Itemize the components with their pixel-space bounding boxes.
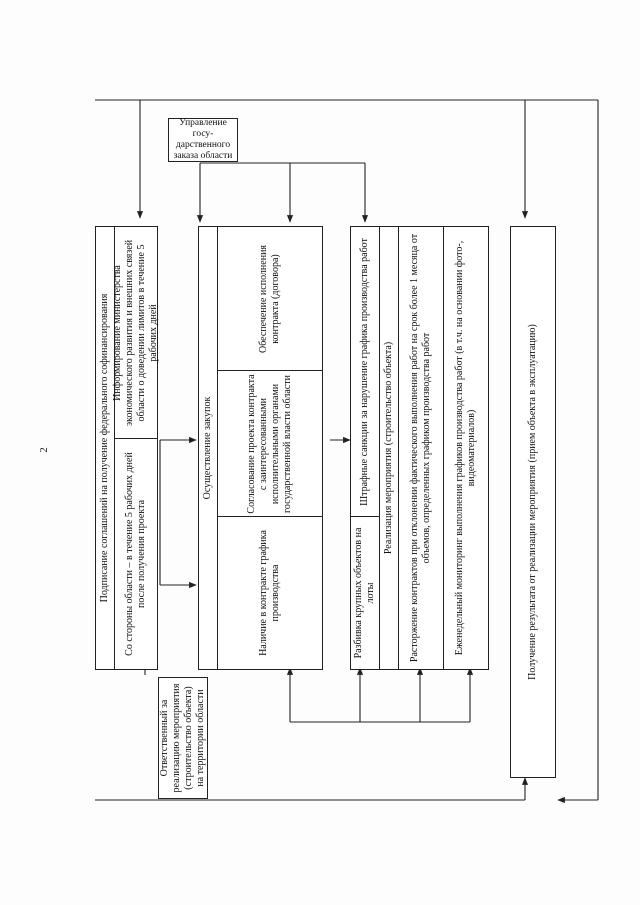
penalties-text: Штрафные санкции за нарушение графика производства работ [359,237,371,506]
implementation-box [379,226,399,670]
procurement-box [198,226,218,670]
approval-text: Согласование проекта контракта с заинтересованными исполнительными органами государственной власти области [246,373,293,514]
ministry-info-text: Информирование министерства экономического развития и внешних связей области о доведении лимитов в течение 5 рабочих дней [112,239,159,426]
region-side-box [114,438,158,670]
page-number: 2 [38,447,50,453]
federal-agreement-text: Подписание соглашений на получение федерального софинансирования [99,293,111,603]
result-box [510,226,556,778]
implementation-text: Реализация мероприятия (строительство объекта) [383,341,395,555]
procurement-text: Осуществление закупок [202,396,214,500]
termination-box [398,226,444,670]
responsible-box [158,677,208,799]
gov-order-box [168,118,238,162]
schedule-text: Наличие в контракте графика производства [258,530,281,656]
schedule-box [217,516,323,670]
region-side-text: Со стороны области – в течение 5 рабочих дней после получения проекта [124,452,147,656]
lots-box [350,516,380,670]
termination-text: Расторжение контрактов при отклонении фактического выполнения работ на срок более 1 месяца от объемов, определенных графиком производства работ [409,233,432,663]
lots-text: Разбивка крупных объектов на лоты [353,527,376,659]
ministry-info-box [114,226,158,439]
monitoring-box [443,226,489,670]
result-text: Получение результата от реализации мероприятия (прием объекта в эксплуатацию) [527,324,539,680]
approval-box [217,370,323,517]
security-text: Обеспечение исполнения контракта (договора) [258,244,281,353]
security-box [217,226,323,371]
penalties-box [350,226,380,517]
gov-order-text: Управление госу-дарственного заказа области [173,117,233,162]
monitoring-text: Еженедельный мониторинг выполнения графиков производства работ (в т.ч. на основании фото-, видеоматериалов) [454,240,477,656]
responsible-text: Ответственный за реализацию мероприятия (строительство объекта) на территории области [159,683,206,793]
